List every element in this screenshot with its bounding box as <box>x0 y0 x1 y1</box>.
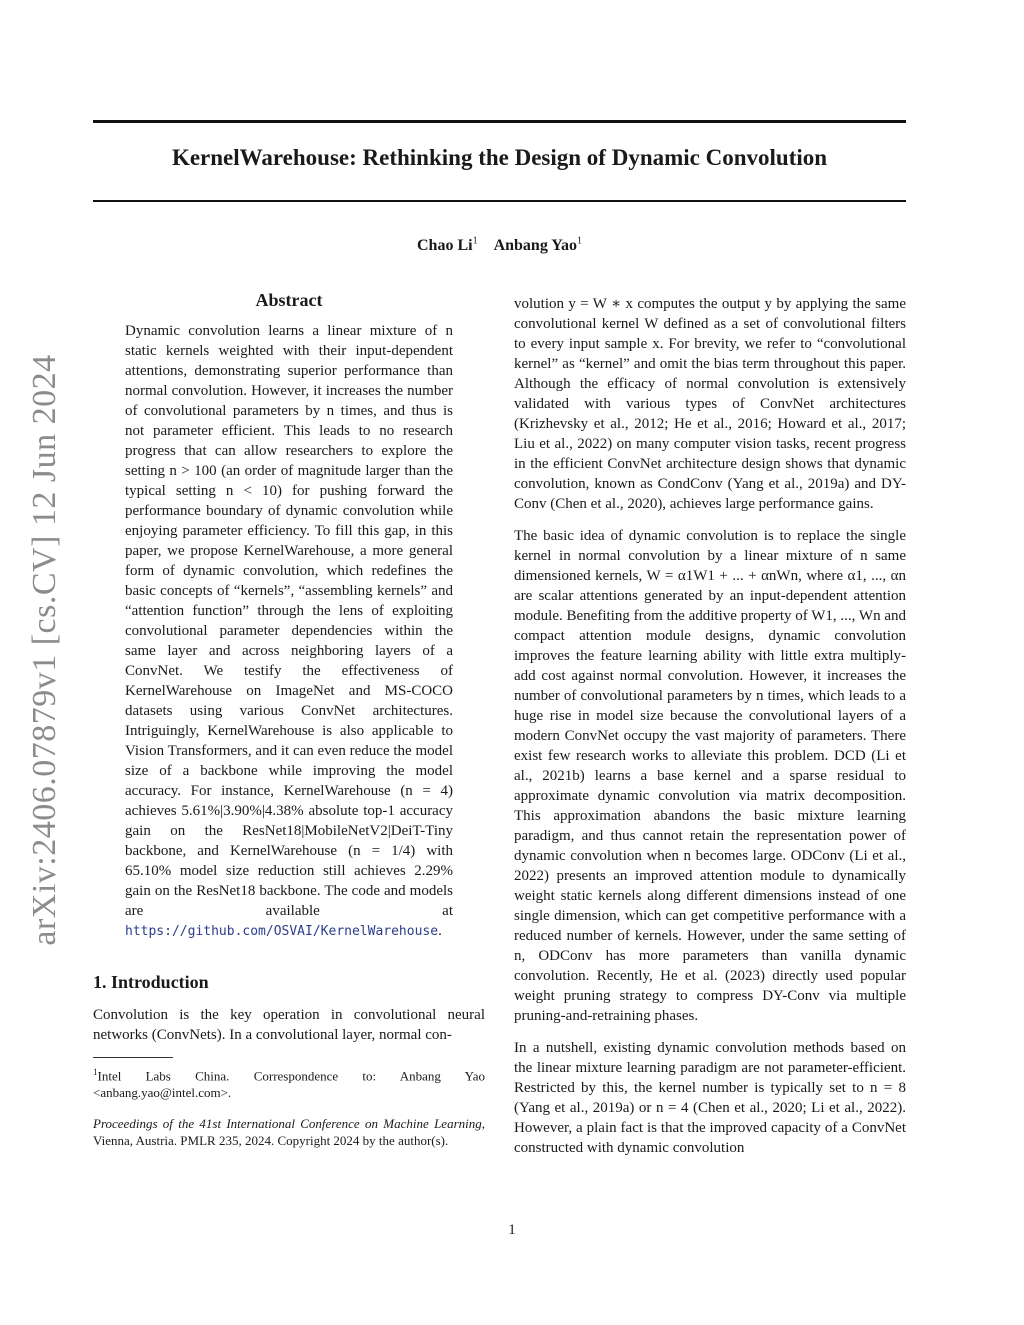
introduction-paragraph: Convolution is the key operation in convolutional neural networks (ConvNets). In a convolutional layer, normal con- <box>93 1007 485 1043</box>
author <box>417 237 478 254</box>
page-number: 1 <box>508 1222 516 1238</box>
paper-title: KernelWarehouse: Rethinking the Design of Dynamic Convolution <box>171 145 828 170</box>
code-link[interactable]: https://github.com/OSVAI/KernelWarehouse <box>125 924 439 939</box>
right-column <box>514 294 906 1170</box>
footnote-mark: 1 <box>93 1067 98 1077</box>
affiliation-mark: 1 <box>472 236 478 247</box>
author-list <box>93 236 906 255</box>
footnote-divider <box>93 1057 173 1058</box>
affiliation-mark: 1 <box>577 236 582 247</box>
proceedings-venue: Proceedings of the 41st International Conference on Machine Learning <box>93 1116 482 1132</box>
abstract-text: Dynamic convolution learns a linear mixture of n static kernels weighted with their input-dependent attentions, demonstrating superior performance than normal convolution. However, it increases the number of convolutional parameters by n times, and thus is not parameter efficient. This leads to no research progress that can allow researchers to explore the setting n > 100 (an order of magnitude larger than the typical setting n < 10) for pushing forward the performance boundary of dynamic convolution while enjoying parameter efficiency. To fill this gap, in this paper, we propose KernelWarehouse, a more general form of dynamic convolution, which redefines the basic concepts of “kernels”, “assembling kernels” and “attention function” through the lens of exploiting convolutional parameter dependencies within the same layer and across neighboring layers of a ConvNet. We testify the effectiveness of KernelWarehouse on ImageNet and MS-COCO datasets using various ConvNet architectures. Intriguingly, KernelWarehouse is also applicable to Vision Transformers, and it can even reduce the model size of a backbone while improving the model accuracy. For instance, KernelWarehouse (n = 4) achieves 5.61%|3.90%|4.38% absolute top-1 accuracy gain on the ResNet18|MobileNetV2|DeiT-Tiny backbone, and KernelWarehouse (n = 1/4) with 65.10% model size reduction still achieves 2.29% gain on the ResNet18 backbone. The code and models are available at <box>125 323 453 919</box>
title-bottom-rule <box>93 200 906 202</box>
arxiv-identifier: arXiv:2406.07879v1 [cs.CV] 12 Jun 2024 <box>26 354 63 946</box>
left-column <box>93 290 485 1149</box>
proceedings-note <box>93 1115 485 1149</box>
introduction-paragraph: volution y = W ∗ x computes the output y by applying the same convolutional kernel W defined as a set of convolutional filters to every input sample x. For brevity, we refer to “convolutional kernel” as “kernel” and omit the bias term throughout this paper. Although the efficacy of normal convolution is extensively validated with various types of ConvNet architectures (Krizhevsky et al., 2012; He et al., 2016; Howard et al., 2017; Liu et al., 2022) on many computer vision tasks, recent progress in the efficient ConvNet architecture design shows that dynamic convolution, known as CondConv (Yang et al., 2019a) and DY-Conv (Chen et al., 2020), achieves large performance gains. <box>514 296 906 512</box>
author-name: Anbang Yao <box>493 237 577 255</box>
abstract-end: . <box>438 923 442 939</box>
introduction-paragraph: In a nutshell, existing dynamic convolution methods based on the linear mixture learning paradigm are not parameter-efficient. Restricted by this, the kernel number is typically set to n = 8 (Yang et al., 2019a) or n = 4 (Chen et al., 2020; Li et al., 2022). However, a plain fact is that the improved capacity of a ConvNet constructed with dynamic convolution <box>514 1040 906 1156</box>
proceedings-details: , Vienna, Austria. PMLR 235, 2024. Copyright 2024 by the author(s). <box>93 1116 485 1149</box>
abstract-heading: Abstract <box>255 290 323 310</box>
affiliation-footnote <box>93 1064 485 1101</box>
abstract-body <box>125 321 453 942</box>
title-top-rule <box>93 120 906 123</box>
author <box>494 237 582 254</box>
introduction-paragraph: The basic idea of dynamic convolution is to replace the single kernel in normal convolution by a linear mixture of n same dimensioned kernels, W = α1W1 + ... + αnWn, where α1, ..., αn are scalar attentions generated by an input-dependent attention module. Benefiting from the additive property of W1, ..., Wn and compact attention module designs, dynamic convolution improves the feature learning ability with little extra multiply-add cost against normal convolution. However, it increases the number of convolutional parameters by n times, which leads to a huge rise in model size because the convolutional layers of a modern ConvNet occupy the vast majority of parameters. There exist few research works to alleviate this problem. DCD (Li et al., 2021b) learns a base kernel and a sparse residual to approximate dynamic convolution via matrix decomposition. This approximation abandons the basic mixture learning paradigm, and thus cannot retain the representation power of dynamic convolution when n becomes large. ODConv (Li et al., 2022) presents an improved attention module to dynamically weight static kernels along different dimensions instead of one single dimension, which can get competitive performance with a reduced number of kernels. However, under the same setting of n, ODConv has more parameters than vanilla dynamic convolution. Recently, He et al. (2023) directly used popular weight pruning strategy to compress DY-Conv via multiple pruning-and-retraining phases. <box>514 528 906 1024</box>
author-name: Chao Li <box>416 237 473 255</box>
introduction-heading: 1. Introduction <box>93 972 209 992</box>
footnote-text: Intel Labs China. Correspondence to: Anbang Yao <anbang.yao@intel.com>. <box>93 1068 485 1101</box>
